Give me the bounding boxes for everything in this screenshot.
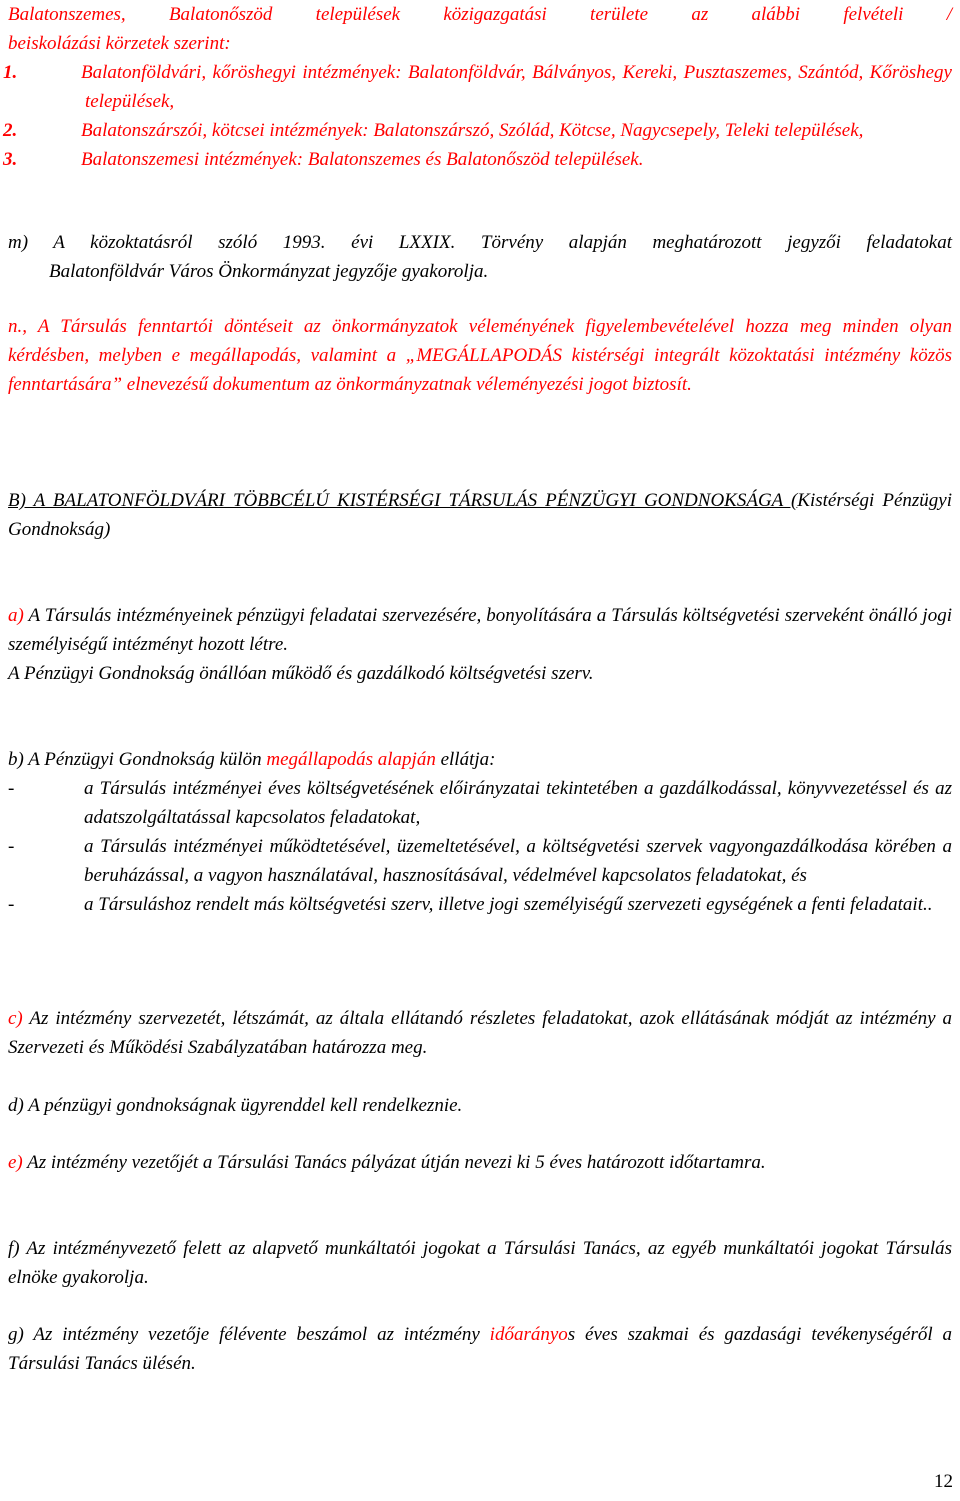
b-list-text: a Társuláshoz rendelt más költségvetési szerv, illetve jogi személyiségű szervezeti egységének a fenti feladatait.. <box>84 894 933 915</box>
b-list-item-2 <box>8 832 952 890</box>
section-b-heading-underlined: B) A BALATONFÖLDVÁRI TÖBBCÉLÚ KISTÉRSÉGI TÁRSULÁS PÉNZÜGYI GONDNOKSÁGA ( <box>8 490 798 511</box>
e-text: Az intézmény vezetőjét a Társulási Tanács pályázat útján nevezi ki 5 éves határozott időtartamra. <box>22 1152 766 1173</box>
list-number: 1. <box>3 62 18 83</box>
b-list-text: a Társulás intézményei működtetésével, üzemeltetésével, a költségvetési szervek vagyongazdálkodása körében a beruházással, a vagyon használatával, hasznosításával, védelmével kapcsolatos feladatokat, és <box>84 836 952 886</box>
b-part-2: ellátja: <box>435 749 496 770</box>
list-number: 2. <box>3 120 18 141</box>
a-label: a) <box>8 605 24 626</box>
b-part-1: b) A Pénzügyi Gondnokság külön <box>8 749 267 770</box>
paragraph-g <box>8 1320 952 1378</box>
c-text: Az intézmény szervezetét, létszámát, az általa ellátandó részletes feladatokat, azok ellátásának módját az intézmény a Szervezeti és Működési Szabályzatában határozza meg. <box>8 1008 952 1058</box>
paragraph-n <box>8 312 952 399</box>
b-list-text: a Társulás intézményei éves költségvetésének előirányzatai tekintetében a gazdálkodással, könyvvezetéssel és az adatszolgáltatással kapcsolatos feladatokat, <box>84 778 952 828</box>
paragraph-c <box>8 1004 952 1062</box>
g-red-text: időarányo <box>489 1324 568 1345</box>
list-text: Balatonszárszói, kötcsei intézmények: Balatonszárszó, Szólád, Kötcse, Nagycsepely, Teleki települések, <box>81 120 864 141</box>
a-text: A Társulás intézményeinek pénzügyi feladatai szervezésére, bonyolítására a Társulás költségvetési szerveként önálló jogi személyiségű intézményt hozott létre. <box>8 605 952 655</box>
g-part-2: s éves szakmai és gazdasági tevékenységéről a Társulási Tanács ülésén. <box>8 1324 952 1374</box>
paragraph-a <box>8 601 952 688</box>
paragraph-b <box>8 745 952 919</box>
dash-bullet: - <box>8 836 15 857</box>
paragraph-b-intro <box>8 745 952 774</box>
page-number: 12 <box>934 1471 953 1492</box>
dash-bullet: - <box>8 894 15 915</box>
paragraph-e <box>8 1148 952 1177</box>
intake-district-list <box>3 58 952 174</box>
m-prefix: m) A közoktatásról szóló 1993. évi LXXIX. <box>8 232 456 253</box>
paragraph-m-line-2: Balatonföldvár Város Önkormányzat jegyzője gyakorolja. <box>49 261 489 282</box>
b-list-item-3 <box>8 890 952 919</box>
m-rest: Törvény alapján meghatározott jegyzői feladatokat <box>455 232 952 253</box>
b-red-text: megállapodás alapján <box>266 749 436 770</box>
list-item-2 <box>3 116 945 145</box>
e-label: e) <box>8 1152 23 1173</box>
paragraph-f: f) Az intézményvezető felett az alapvető munkáltatói jogokat a Társulási Tanács, az egyéb munkáltatói jogokat Társulás elnöke gyakorolja. <box>8 1238 952 1288</box>
list-text: Balatonszemesi intézmények: Balatonszemes és Balatonőszöd települések. <box>81 149 644 170</box>
list-item-3 <box>3 145 952 174</box>
intro-line-1: Balatonszemes, Balatonőszöd települések közigazgatási területe az alábbi felvételi / <box>8 4 952 25</box>
dash-bullet: - <box>8 778 15 799</box>
section-b-heading-rest: Kistérségi Pénzügyi Gondnokság) <box>8 490 952 540</box>
intro-line-2: beiskolázási körzetek szerint: <box>8 33 231 54</box>
section-b-heading <box>8 486 952 544</box>
g-part-1: g) Az intézmény vezetője félévente beszámol az intézmény <box>8 1324 490 1345</box>
list-item-1 <box>3 58 952 116</box>
paragraph-a-body <box>8 601 952 659</box>
paragraph-a-line-2: A Pénzügyi Gondnokság önállóan működő és gazdálkodó költségvetési szerv. <box>8 663 594 684</box>
b-list-item-1 <box>8 774 952 832</box>
paragraph-m <box>8 228 952 286</box>
paragraph-d: d) A pénzügyi gondnokságnak ügyrenddel kell rendelkeznie. <box>8 1095 463 1116</box>
paragraph-m-line-1 <box>8 228 952 257</box>
n-text: A Társulás fenntartói döntéseit az önkormányzatok véleményének figyelembevételével hozza meg minden olyan kérdésben, melyben e megállapodás, valamint a „MEGÁLLAPODÁS kistérségi integrált közoktatási intézmény közös fenntartására” elnevezésű dokumentum az önkormányzatnak véleményezési jogot biztosít. <box>8 316 952 395</box>
n-prefix: n., <box>8 316 27 337</box>
c-label: c) <box>8 1008 23 1029</box>
list-number: 3. <box>3 149 18 170</box>
list-text: Balatonföldvári, kőröshegyi intézmények: Balatonföldvár, Bálványos, Kereki, Pusztaszemes, Szántód, Kőröshegy települések, <box>81 62 952 112</box>
